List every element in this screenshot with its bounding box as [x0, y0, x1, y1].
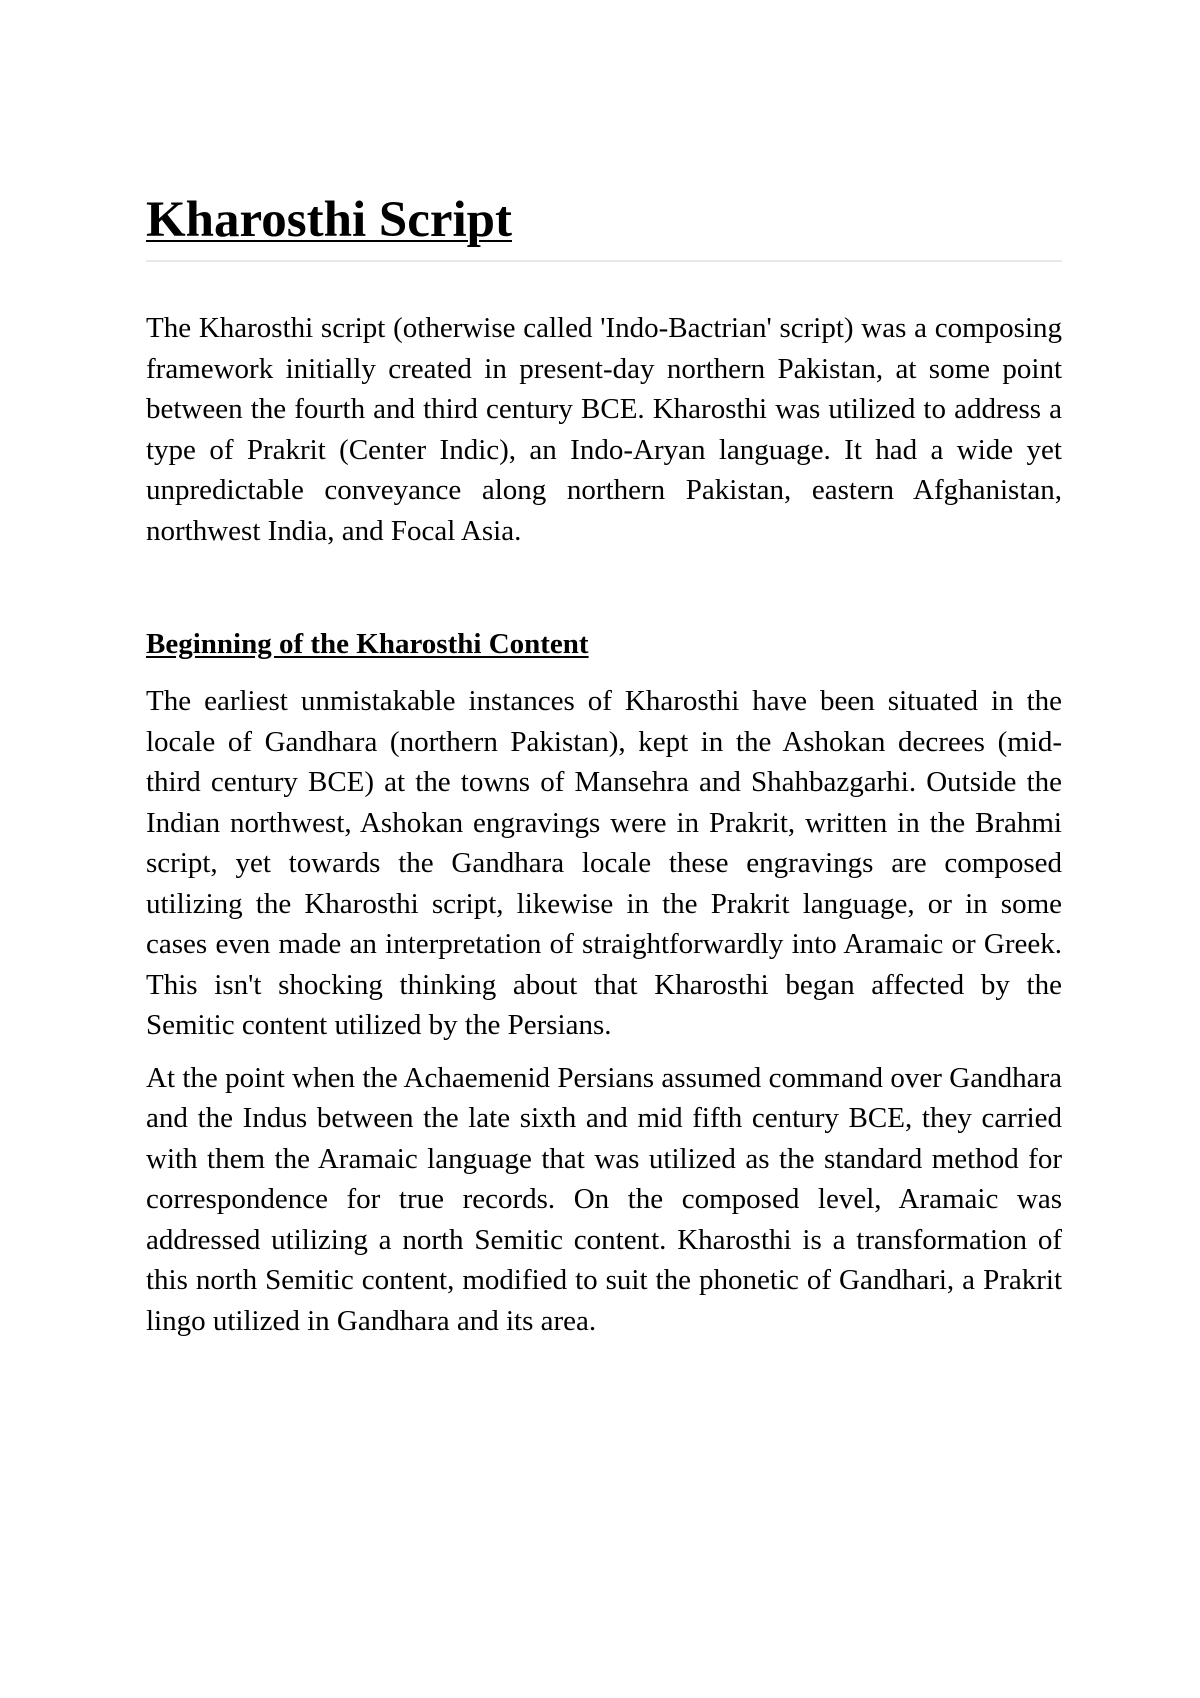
page-title: Kharosthi Script — [146, 192, 513, 248]
title-divider — [146, 260, 1062, 262]
section-paragraph-1: The earliest unmistakable instances of Kharosthi have been situated in the locale of Gandhara (northern Pakistan), kept in the Ashokan decrees (mid-third century BCE) at the towns of Mansehra and Shahbazgarhi. Outside the Indian northwest, Ashokan engravings were in Prakrit, written in the Brahmi script, yet towards the Gandhara locale these engravings are composed utilizing the Kharosthi script, likewise in the Prakrit language, or in some cases even made an interpretation of straightforwardly into Aramaic or Greek. This isn't shocking thinking about that Kharosthi began affected by the Semitic content utilized by the Persians. — [146, 685, 1062, 1042]
document-body — [146, 192, 1062, 1341]
intro-paragraph: The Kharosthi script (otherwise called 'Indo-Bactrian' script) was a composing framework initially created in present-day northern Pakistan, at some point between the fourth and third century BCE. Kharosthi was utilized to address a type of Prakrit (Center Indic), an Indo-Aryan language. It had a wide yet unpredictable conveyance along northern Pakistan, eastern Afghanistan, northwest India, and Focal Asia. — [146, 312, 1062, 547]
section-heading: Beginning of the Kharosthi Content — [146, 628, 589, 661]
section-paragraph-2: At the point when the Achaemenid Persians assumed command over Gandhara and the Indus between the late sixth and mid fifth century BCE, they carried with them the Aramaic language that was utilized as the standard method for correspondence for true records. On the composed level, Aramaic was addressed utilizing a north Semitic content. Kharosthi is a transformation of this north Semitic content, modified to suit the phonetic of Gandhari, a Prakrit lingo utilized in Gandhara and its area. — [146, 1061, 1062, 1337]
